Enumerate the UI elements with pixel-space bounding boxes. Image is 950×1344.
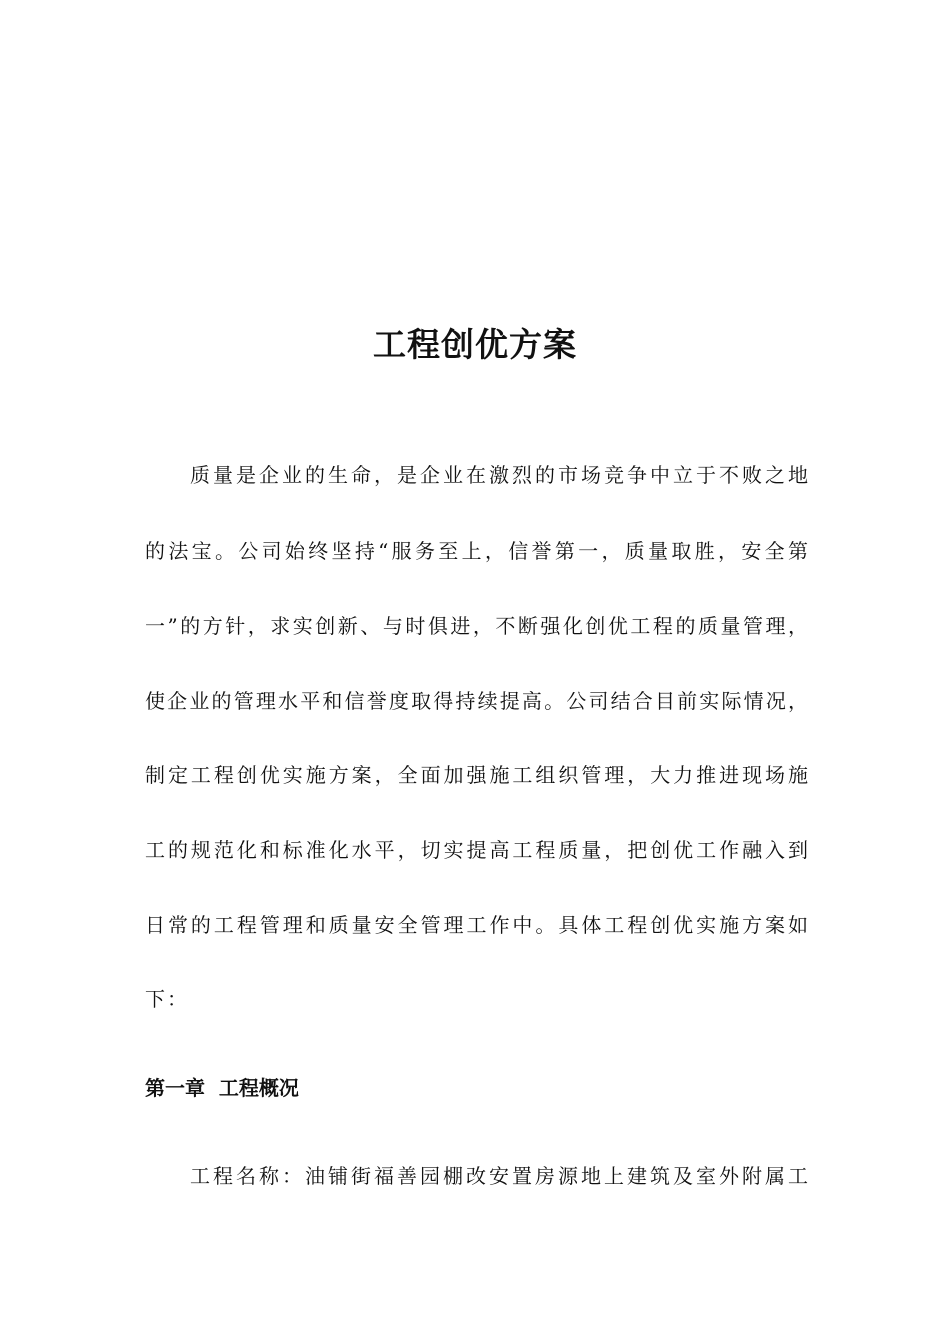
- project-name-line: 工程名称：油铺街福善园棚改安置房源地上建筑及室外附属工: [190, 1164, 810, 1188]
- intro-line-1: 质量是企业的生命，是企业在激烈的市场竞争中立于不败之地: [190, 463, 810, 487]
- intro-line-5: 制定工程创优实施方案，全面加强施工组织管理，大力推进现场施: [145, 763, 810, 787]
- intro-line-8: 下：: [145, 987, 189, 1011]
- chapter-heading: 第一章 工程概况: [145, 1076, 299, 1100]
- intro-line-7: 日常的工程管理和质量安全管理工作中。具体工程创优实施方案如: [145, 913, 810, 937]
- intro-line-4: 使企业的管理水平和信誉度取得持续提高。公司结合目前实际情况，: [145, 689, 810, 713]
- intro-line-2: 的法宝。公司始终坚持“服务至上，信誉第一，质量取胜，安全第: [145, 539, 810, 563]
- document-title: 工程创优方案: [373, 325, 577, 364]
- intro-line-3: 一”的方针，求实创新、与时俱进，不断强化创优工程的质量管理，: [145, 614, 810, 638]
- intro-line-6: 工的规范化和标准化水平，切实提高工程质量，把创优工作融入到: [145, 838, 810, 862]
